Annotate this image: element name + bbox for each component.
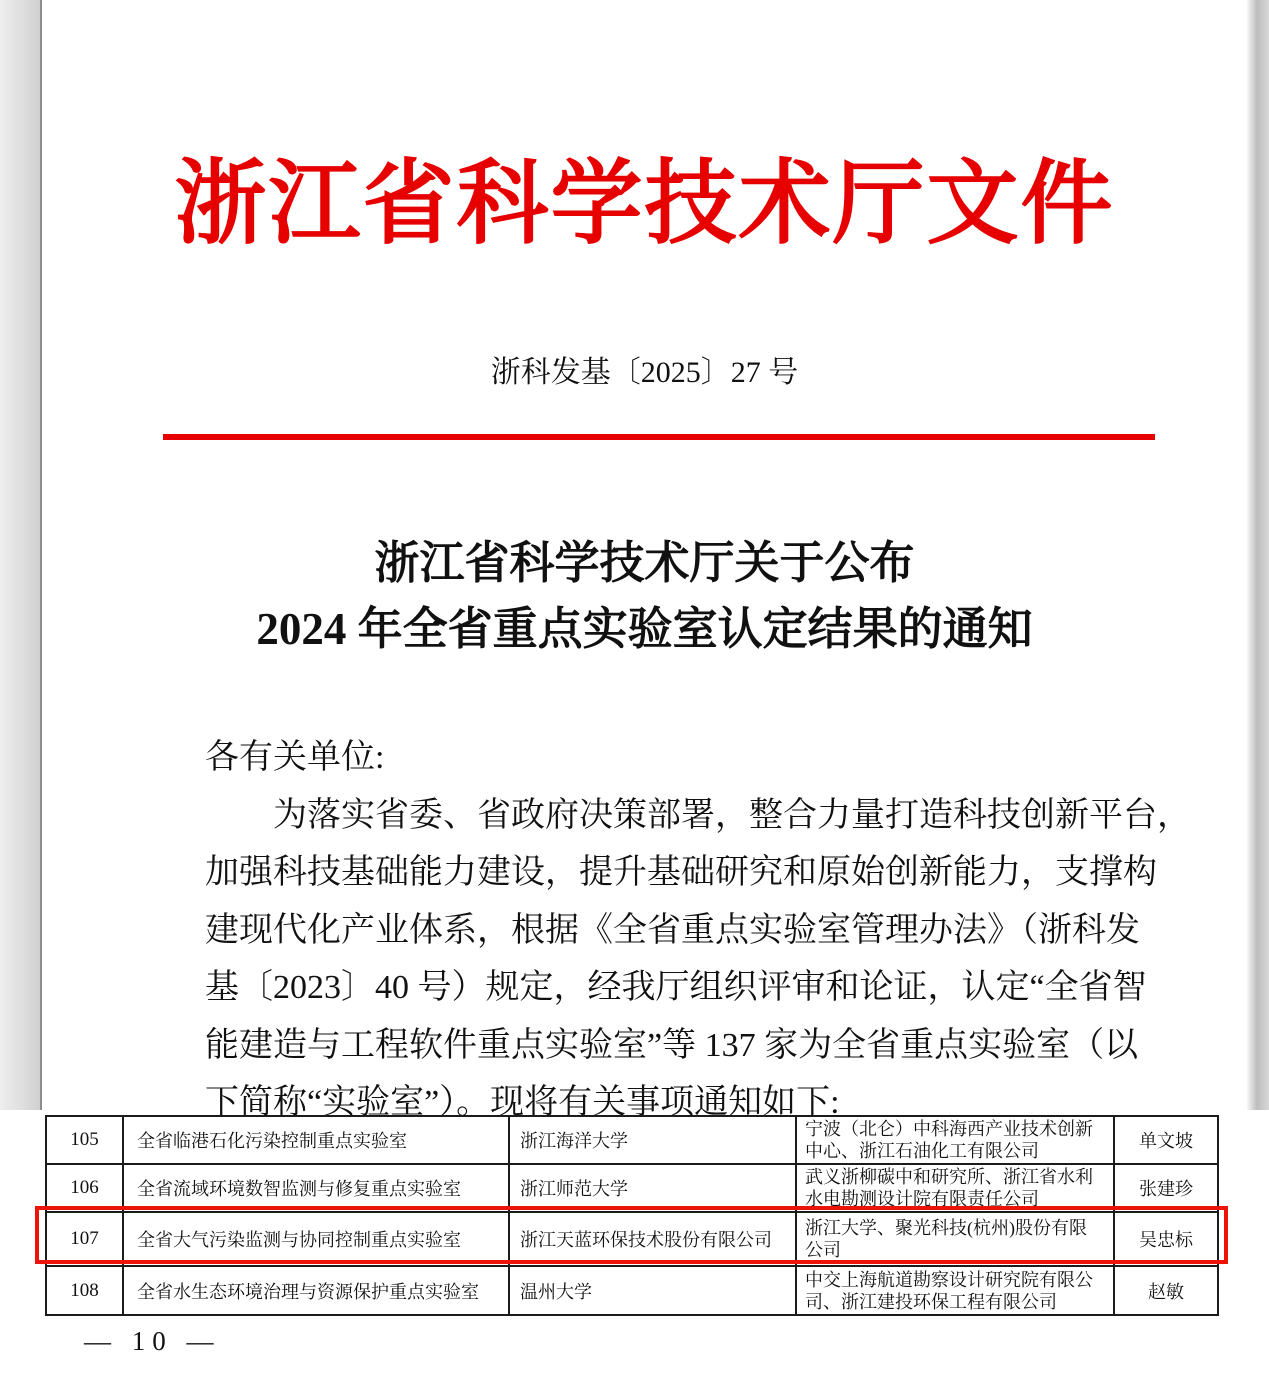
institution-cell: 浙江海洋大学 — [509, 1116, 796, 1164]
body-line: 加强科技基础能力建设，提升基础研究和原始创新能力，支撑构 — [205, 854, 1157, 891]
institution-cell: 浙江师范大学 — [509, 1164, 796, 1212]
director-cell: 吴忠标 — [1114, 1212, 1218, 1266]
table-row-highlighted — [46, 1212, 1218, 1266]
partners-cell: 宁波（北仑）中科海西产业技术创新中心、浙江石油化工有限公司 — [796, 1116, 1114, 1164]
institution-cell: 浙江天蓝环保技术股份有限公司 — [509, 1212, 796, 1266]
body-line: 下简称“实验室”）。现将有关事项通知如下: — [205, 1084, 840, 1121]
table-row — [46, 1164, 1218, 1212]
lab-name-cell: 全省水生态环境治理与资源保护重点实验室 — [123, 1266, 509, 1315]
director-cell: 赵敏 — [1114, 1266, 1218, 1315]
body-line: 各有关单位: — [205, 739, 385, 776]
letterhead-title: 浙江省科学技术厅文件 — [174, 153, 1115, 255]
lab-name-cell: 全省大气污染监测与协同控制重点实验室 — [123, 1212, 509, 1266]
body-line: 为落实省委、省政府决策部署，整合力量打造科技创新平台， — [273, 796, 1191, 834]
laboratory-table — [45, 1115, 1219, 1316]
document-number: 浙科发基〔2025〕27 号 — [490, 356, 799, 389]
table-row — [46, 1266, 1218, 1315]
viewer-left-margin — [0, 0, 42, 1110]
partners-cell: 武义浙柳碳中和研究所、浙江省水利水电勘测设计院有限责任公司 — [796, 1164, 1114, 1212]
body-line: 建现代化产业体系，根据《全省重点实验室管理办法》（浙科发 — [205, 911, 1140, 949]
partners-cell: 浙江大学、聚光科技(杭州)股份有限公司 — [796, 1212, 1114, 1266]
lab-name-cell: 全省流域环境数智监测与修复重点实验室 — [123, 1164, 509, 1212]
notice-body — [205, 729, 1191, 1132]
row-number-cell: 107 — [46, 1212, 123, 1266]
letterhead-divider-rule — [163, 434, 1155, 440]
partners-cell: 中交上海航道勘察设计研究院有限公司、浙江建投环保工程有限公司 — [796, 1266, 1114, 1315]
body-line: 基〔2023〕40 号）规定，经我厅组织评审和论证，认定“全省智 — [205, 969, 1147, 1006]
viewer-right-margin — [1247, 0, 1269, 1110]
row-number-cell: 105 — [46, 1116, 123, 1164]
notice-title-line1: 浙江省科学技术厅关于公布 — [374, 538, 915, 588]
row-number-cell: 106 — [46, 1164, 123, 1212]
row-number-cell: 108 — [46, 1266, 123, 1315]
director-cell: 张建珍 — [1114, 1164, 1218, 1212]
table-row — [46, 1116, 1218, 1164]
notice-title-line2: 2024 年全省重点实验室认定结果的通知 — [256, 604, 1033, 654]
body-line: 能建造与工程软件重点实验室”等 137 家为全省重点实验室（以 — [205, 1026, 1139, 1064]
director-cell: 单文坡 — [1114, 1116, 1218, 1164]
lab-name-cell: 全省临港石化污染控制重点实验室 — [123, 1116, 509, 1164]
institution-cell: 温州大学 — [509, 1266, 796, 1315]
page-number: — 10 — — [84, 1326, 221, 1356]
